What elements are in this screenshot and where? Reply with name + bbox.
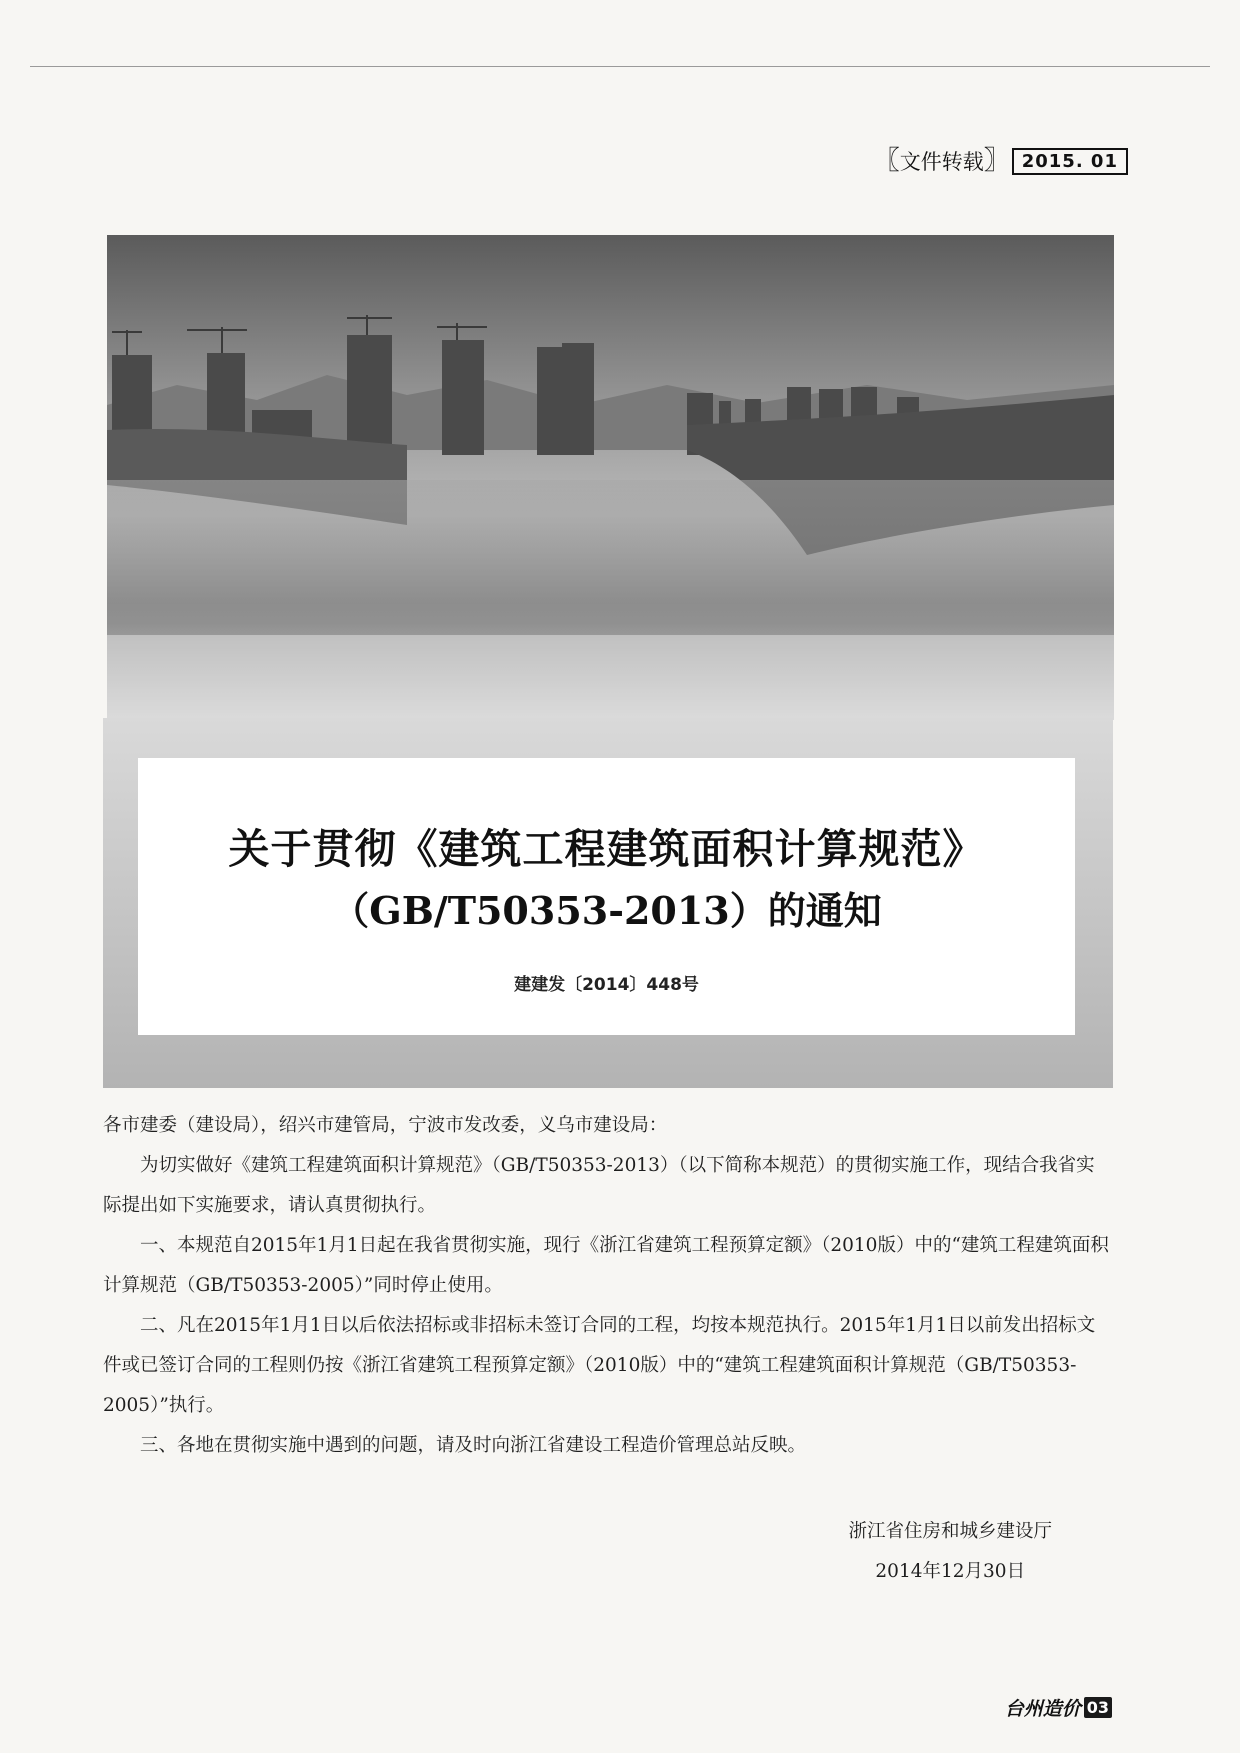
paragraph: 为切实做好《建筑工程建筑面积计算规范》（GB/T50353-2013）（以下简称本规范）的贯彻实施工作，现结合我省实际提出如下实施要求，请认真贯彻执行。 [103, 1155, 1095, 1216]
paragraph: 一、本规范自2015年1月1日起在我省贯彻实施，现行《浙江省建筑工程预算定额》（2010版）中的“建筑工程建筑面积计算规范（GB/T50353-2005）”同时停止使用。 [103, 1235, 1109, 1296]
right-bracket-icon: 〗 [983, 146, 1010, 176]
paragraph: 三、各地在贯彻实施中遇到的问题，请及时向浙江省建设工程造价管理总站反映。 [140, 1435, 807, 1456]
page-number: 03 [1084, 1697, 1112, 1718]
issuing-organization: 浙江省住房和城乡建设厅 [848, 1521, 1052, 1542]
issue-number: 2015. 01 [1012, 148, 1128, 175]
page-footer [1005, 1694, 1112, 1721]
issue-date: 2014年12月30日 [875, 1561, 1026, 1582]
column-name: 文件转载 [899, 150, 984, 174]
column-tag [874, 146, 1128, 176]
article-body [103, 1106, 1113, 1466]
document-number: 建建发〔2014〕448号 [514, 975, 699, 995]
paragraph: 二、凡在2015年1月1日以后依法招标或非招标未签订合同的工程，均按本规范执行。2015年1月1日以前发出招标文件或已签订合同的工程则仍按《浙江省建筑工程预算定额》（2010版）中的“建筑工程建筑面积计算规范（GB/T50353-2005）”执行。 [103, 1315, 1096, 1416]
title-box [138, 758, 1075, 1035]
article-title-standard: （GB/T50353-2013）的通知 [331, 888, 882, 933]
cityscape-illustration [107, 235, 1114, 720]
salutation: 各市建委（建设局），绍兴市建管局，宁波市发改委，义乌市建设局： [103, 1115, 668, 1136]
top-rule [30, 66, 1210, 67]
signature-block [848, 1512, 1052, 1592]
left-bracket-icon: 〖 [873, 146, 900, 176]
article-title: 关于贯彻《建筑工程建筑面积计算规范》 [228, 825, 985, 873]
cityscape-photo [107, 235, 1114, 720]
journal-name: 台州造价 [1004, 1698, 1081, 1720]
